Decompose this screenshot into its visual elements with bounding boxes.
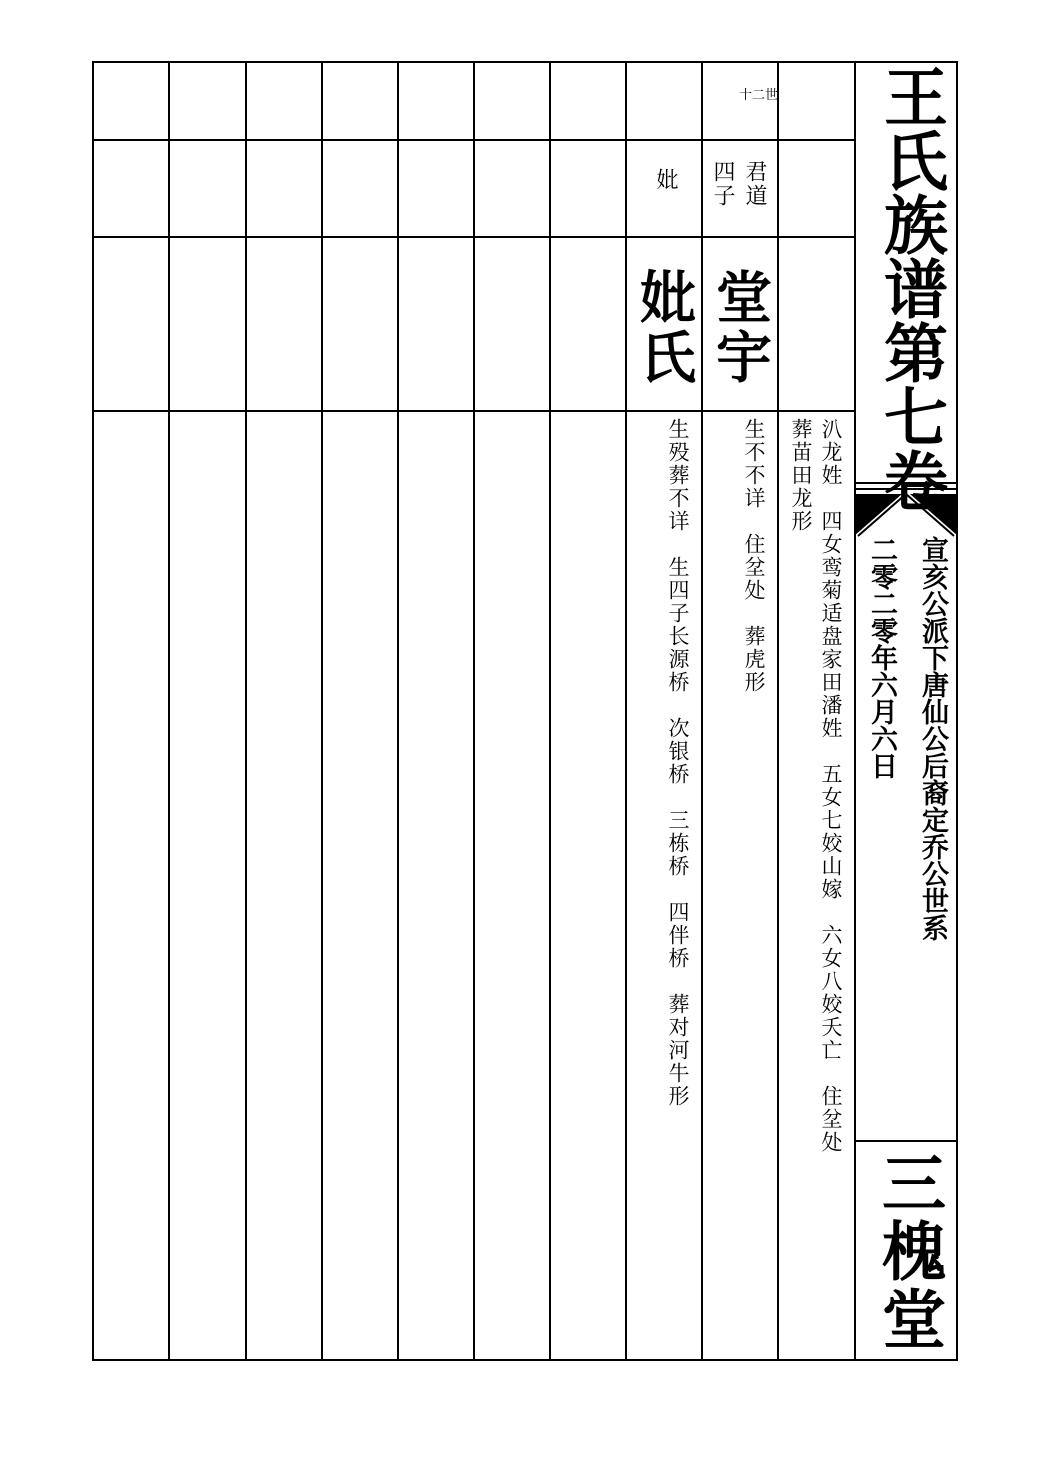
publication-date: 二零二零年六月六日: [866, 536, 897, 779]
grid-line: [625, 61, 627, 1361]
grid-line: [473, 61, 475, 1361]
prev-entry-line1: 汃龙姓 四女鸾菊适盘家田潘姓 五女七姣山嫁 六女八姣夭亡 住坌处: [819, 418, 843, 1154]
grid-line: [397, 61, 399, 1361]
grid-line: [321, 61, 323, 1361]
header-divider-line: [854, 1140, 958, 1142]
hall-name: 三槐堂: [871, 1150, 946, 1354]
generation-label: 世二十: [739, 88, 779, 103]
grid-line: [168, 61, 170, 1361]
grid-line: [549, 61, 551, 1361]
prev-entry-line2: 葬苗田龙形: [789, 418, 813, 533]
book-title: 王氏族谱第七卷: [873, 64, 948, 512]
grid-line: [92, 236, 856, 238]
grid-line: [92, 410, 778, 412]
grid-line: [92, 139, 856, 141]
person-name: 堂宇: [707, 268, 773, 388]
grid-line: [701, 61, 703, 1361]
birth-order: 四子: [710, 160, 735, 208]
grid-line: [777, 410, 854, 412]
wife-name: 妣氏: [631, 268, 697, 388]
wife-bio: 生殁葬不详 生四子长源桥 次银桥 三栋桥 四伴桥 葬对河牛形: [666, 418, 690, 1108]
lineage-subtitle: 宣亥公派下唐仙公后裔定乔公世系: [917, 536, 948, 941]
parent-name: 君道: [742, 160, 767, 208]
grid-line: [854, 61, 856, 1361]
wife-label: 妣: [653, 168, 678, 192]
person-bio: 生不不详 住坌处 葬虎形: [742, 418, 766, 694]
grid-line: [777, 61, 779, 1361]
grid-line: [245, 61, 247, 1361]
